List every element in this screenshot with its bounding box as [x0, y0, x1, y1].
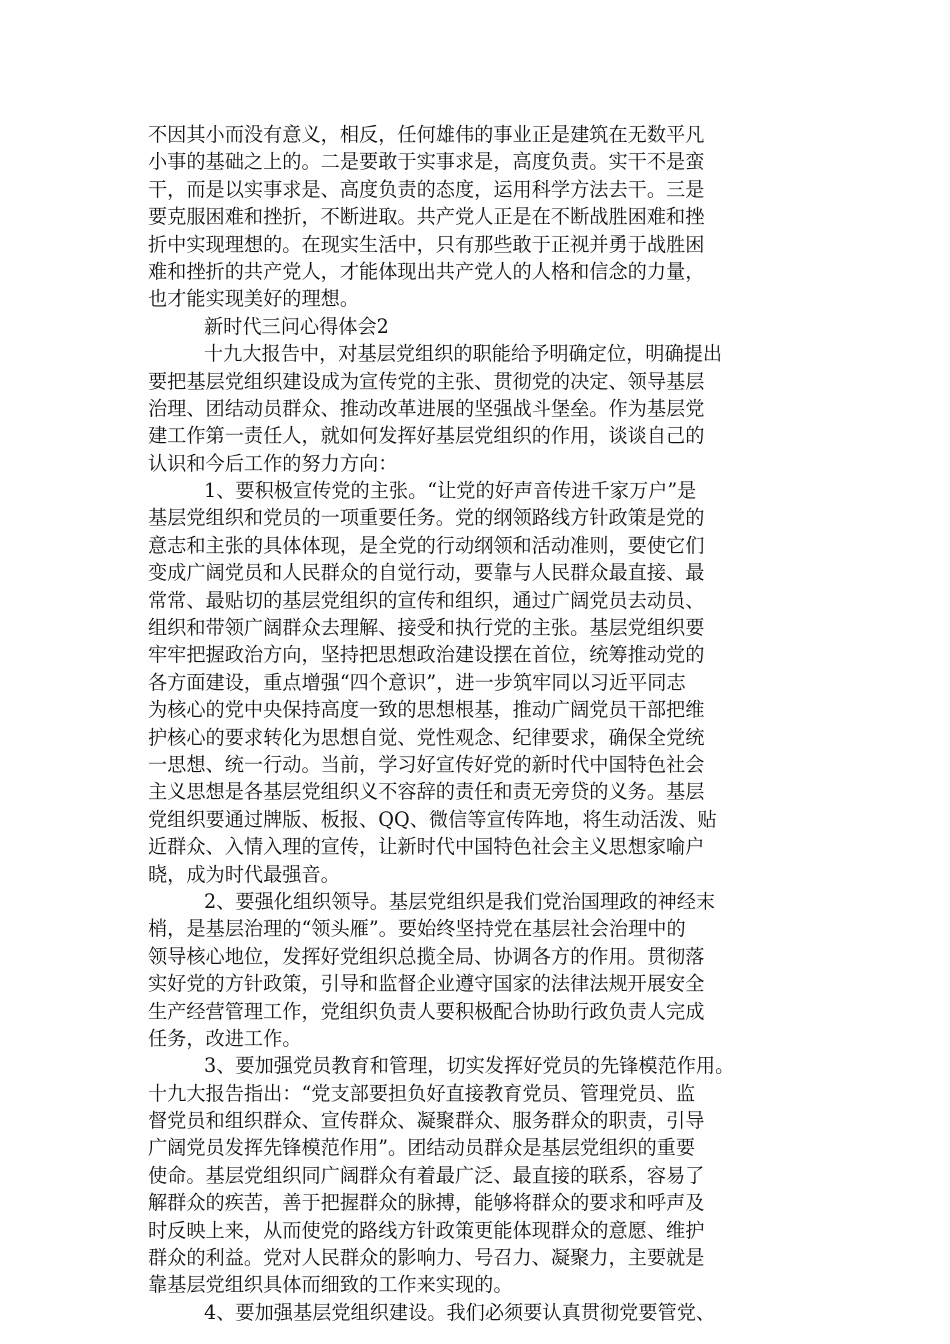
text-line: 也才能实现美好的理想。 — [148, 287, 360, 311]
text-line: 要把基层党组织建设成为宣传党的主张、贯彻党的决定、领导基层 — [148, 369, 705, 393]
text-line: 建工作第一责任人，就如何发挥好基层党组织的作用，谈谈自己的 — [148, 424, 705, 448]
text-line: 各方面建设，重点增强“四个意识”，进一步筑牢同以习近平同志 — [148, 670, 686, 694]
text-line: 要克服困难和挫折，不断进取。共产党人正是在不断战胜困难和挫 — [148, 205, 705, 229]
text-line: 基层党组织和党员的一项重要任务。党的纲领路线方针政策是党的 — [148, 506, 705, 530]
text-line: 十九大报告指出：“党支部要担负好直接教育党员、管理党员、监 — [148, 1081, 696, 1105]
text-line: 护核心的要求转化为思想自觉、党性观念、纪律要求，确保全党统 — [148, 725, 705, 749]
text-line: 2、要强化组织领导。基层党组织是我们党治国理政的神经末 — [204, 889, 716, 913]
text-line: 难和挫折的共产党人，才能体现出共产党人的人格和信念的力量， — [148, 259, 705, 283]
text-line: 一思想、统一行动。当前，学习好宣传好党的新时代中国特色社会 — [148, 752, 705, 776]
text-line: 1、要积极宣传党的主张。“让党的好声音传进千家万户”是 — [204, 479, 697, 503]
text-line: 4、要加强基层党组织建设。我们必须要认真贯彻党要管党、 — [204, 1300, 716, 1324]
text-line: 梢，是基层治理的“领头雁”。要始终坚持党在基层社会治理中的 — [148, 917, 686, 941]
text-line: 时反映上来，从而使党的路线方针政策更能体现群众的意愿、维护 — [148, 1218, 705, 1242]
text-line: 使命。基层党组织同广阔群众有着最广泛、最直接的联系，容易了 — [148, 1163, 705, 1187]
text-line: 干，而是以实事求是、高度负责的态度，运用科学方法去干。三是 — [148, 177, 705, 201]
text-line: 折中实现理想的。在现实生活中，只有那些敢于正视并勇于战胜困 — [148, 232, 705, 256]
text-line: 常常、最贴切的基层党组织的宣传和组织，通过广阔党员去动员、 — [148, 588, 705, 612]
text-line: 意志和主张的具体体现，是全党的行动纲领和活动准则，要使它们 — [148, 533, 705, 557]
text-line: 督党员和组织群众、宣传群众、凝聚群众、服务群众的职责，引导 — [148, 1109, 705, 1133]
section-heading: 新时代三问心得体会2 — [204, 314, 389, 338]
text-line: 小事的基础之上的。二是要敢于实事求是，高度负责。实干不是蛮 — [148, 150, 705, 174]
text-line: 近群众、入情入理的宣传，让新时代中国特色社会主义思想家喻户 — [148, 835, 705, 859]
text-line: 靠基层党组织具体而细致的工作来实现的。 — [148, 1273, 513, 1297]
text-line: 晓，成为时代最强音。 — [148, 862, 340, 886]
text-line: 认识和今后工作的努力方向： — [148, 451, 398, 475]
text-line: 组织和带领广阔群众去理解、接受和执行党的主张。基层党组织要 — [148, 616, 705, 640]
text-line: 治理、团结动员群众、推动改革进展的坚强战斗堡垒。作为基层党 — [148, 396, 705, 420]
text-line: 十九大报告中，对基层党组织的职能给予明确定位，明确提出 — [204, 342, 723, 366]
text-line: 不因其小而没有意义，相反，任何雄伟的事业正是建筑在无数平凡 — [148, 123, 705, 146]
document-page — [148, 121, 820, 1326]
text-line: 主义思想是各基层党组织义不容辞的责任和责无旁贷的义务。基层 — [148, 780, 705, 804]
text-line: 牢牢把握政治方向，坚持把思想政治建设摆在首位，统筹推动党的 — [148, 643, 705, 667]
text-line: 党组织要通过牌版、板报、QQ、微信等宣传阵地，将生动活泼、贴 — [148, 807, 717, 831]
text-line: 3、要加强党员教育和管理，切实发挥好党员的先锋模范作用。 — [204, 1054, 735, 1078]
text-line: 领导核心地位，发挥好党组织总揽全局、协调各方的作用。贯彻落 — [148, 944, 705, 968]
text-line: 变成广阔党员和人民群众的自觉行动，要靠与人民群众最直接、最 — [148, 561, 705, 585]
text-line: 群众的利益。党对人民群众的影响力、号召力、凝聚力，主要就是 — [148, 1246, 705, 1270]
text-line: 任务，改进工作。 — [148, 1026, 302, 1050]
text-line: 实好党的方针政策，引导和监督企业遵守国家的法律法规开展安全 — [148, 972, 705, 996]
text-line: 广阔党员发挥先锋模范作用”。团结动员群众是基层党组织的重要 — [148, 1136, 696, 1160]
text-line: 解群众的疾苦，善于把握群众的脉搏，能够将群众的要求和呼声及 — [148, 1191, 705, 1215]
text-line: 为核心的党中央保持高度一致的思想根基，推动广阔党员干部把维 — [148, 698, 705, 722]
text-line: 生产经营管理工作，党组织负责人要积极配合协助行政负责人完成 — [148, 999, 705, 1023]
